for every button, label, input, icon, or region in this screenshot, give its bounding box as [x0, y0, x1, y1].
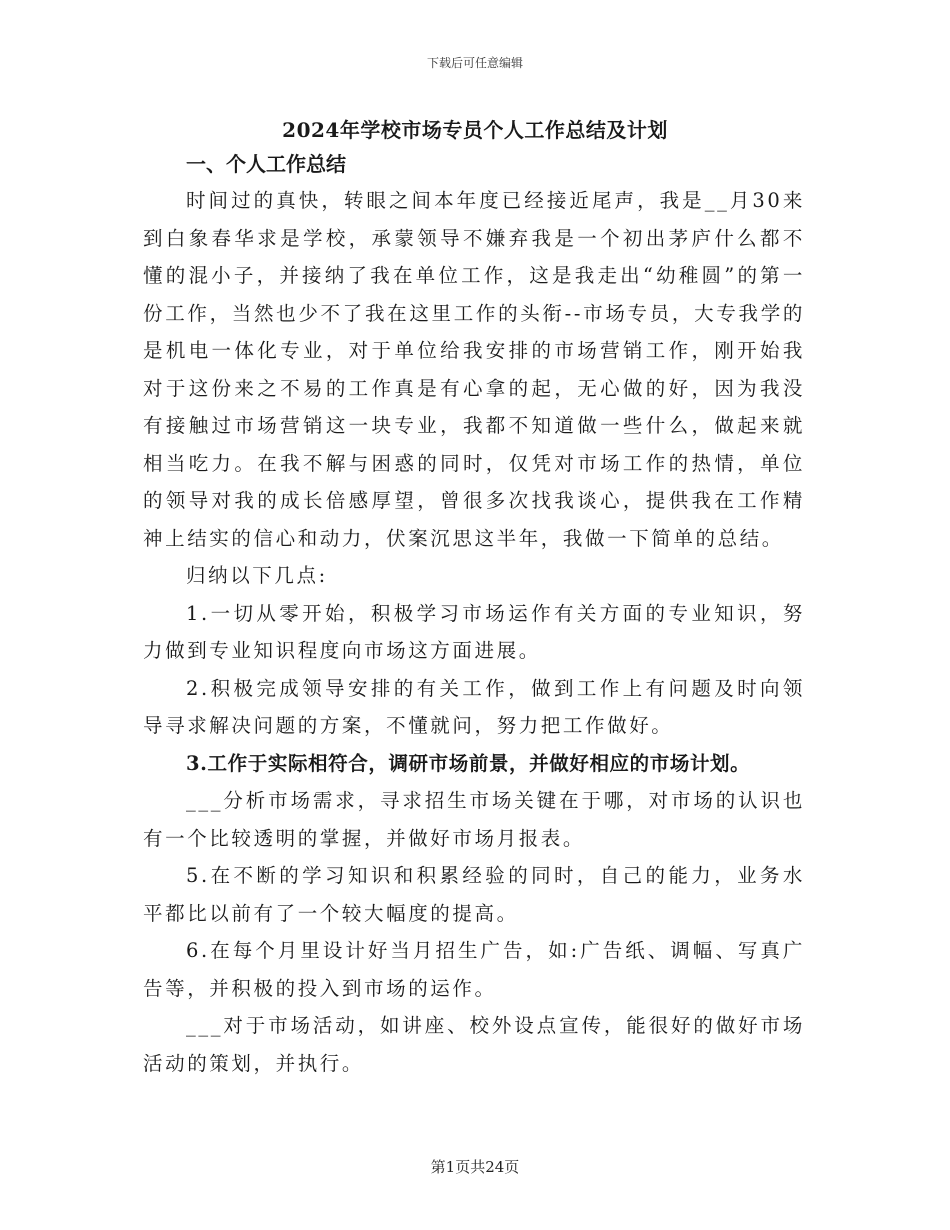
document-body	[143, 146, 805, 1082]
intro-paragraph: 时间过的真快，转眼之间本年度已经接近尾声，我是__月30来到白象春华求是学校，承蒙领导不嫌弃我是一个初出茅庐什么都不懂的混小子，并接纳了我在单位工作，这是我走出“幼稚圆”的第一份工作，当然也少不了我在这里工作的头衔--市场专员，大专我学的是机电一体化专业，对于单位给我安排的市场营销工作，刚开始我对于这份来之不易的工作真是有心拿的起，无心做的好，因为我没有接触过市场营销这一块专业，我都不知道做一些什么，做起来就相当吃力。在我不解与困惑的同时，仅凭对市场工作的热情，单位的领导对我的成长倍感厚望，曾很多次找我谈心，提供我在工作精神上结实的信心和动力，伏案沉思这半年，我做一下简单的总结。	[143, 189, 805, 550]
list-item: 2.积极完成领导安排的有关工作，做到工作上有问题及时向领导寻求解决问题的方案，不懂就问，努力把工作做好。	[143, 676, 805, 737]
document-title: 2024年学校市场专员个人工作总结及计划	[282, 118, 668, 142]
list-item: ___分析市场需求，寻求招生市场关键在于哪，对市场的认识也有一个比较透明的掌握，并做好市场月报表。	[143, 789, 805, 850]
list-item-bold: 3.工作于实际相符合，调研市场前景，并做好相应的市场计划。	[186, 751, 751, 775]
list-item: ___对于市场活动，如讲座、校外设点宣传，能很好的做好市场活动的策划，并执行。	[143, 1014, 805, 1075]
list-item: 5.在不断的学习知识和积累经验的同时，自己的能力，业务水平都比以前有了一个较大幅度的提高。	[143, 864, 805, 925]
page-indicator: 第1页共24页	[430, 1158, 520, 1176]
list-item: 6.在每个月里设计好当月招生广告，如:广告纸、调幅、写真广告等，并积极的投入到市场的运作。	[143, 939, 805, 1000]
list-item: 1.一切从零开始，积极学习市场运作有关方面的专业知识，努力做到专业知识程度向市场这方面进展。	[143, 601, 805, 662]
header-note: 下载后可任意编辑	[426, 56, 523, 70]
section-heading: 一、个人工作总结	[186, 152, 346, 176]
summary-list	[143, 595, 805, 1083]
summary-lead: 归纳以下几点:	[186, 564, 328, 587]
